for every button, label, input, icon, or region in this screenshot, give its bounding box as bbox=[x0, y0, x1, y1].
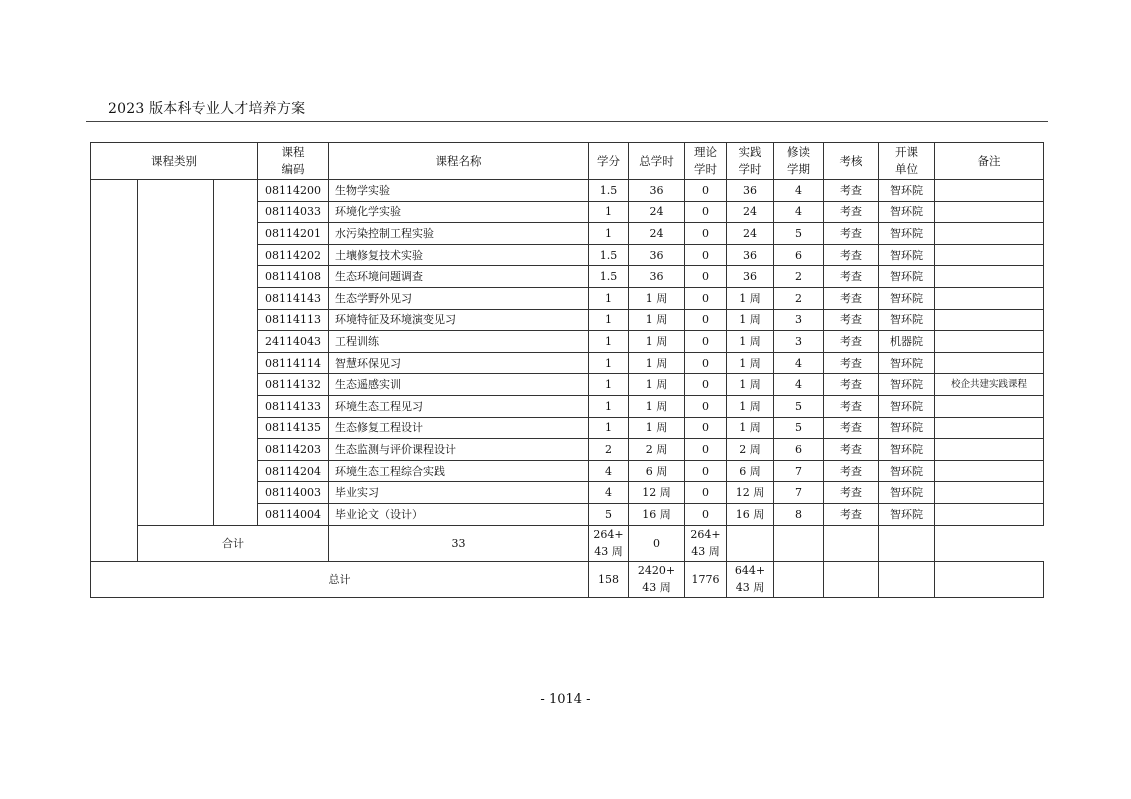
cell-name: 生态监测与评价课程设计 bbox=[329, 439, 589, 461]
cell-practice: 1 周 bbox=[727, 352, 774, 374]
cell-name: 环境特征及环境演变见习 bbox=[329, 309, 589, 331]
cell-remark bbox=[935, 439, 1044, 461]
cell-semester: 7 bbox=[774, 460, 824, 482]
cell-assessment: 考查 bbox=[824, 287, 879, 309]
subtotal-practice-hours bbox=[685, 525, 727, 561]
cell-code: 08114135 bbox=[258, 417, 329, 439]
subtotal-credit: 33 bbox=[329, 525, 589, 561]
grand-total-practice-line2: 43 周 bbox=[735, 581, 765, 594]
cell-theory: 0 bbox=[685, 417, 727, 439]
cell-name: 生物学实验 bbox=[329, 180, 589, 202]
course-table bbox=[90, 142, 1044, 598]
cell-total: 1 周 bbox=[629, 352, 685, 374]
cell-semester: 5 bbox=[774, 223, 824, 245]
cell-semester: 4 bbox=[774, 201, 824, 223]
grand-total-practice-hours bbox=[727, 561, 774, 597]
table-row bbox=[91, 180, 1044, 202]
cell-name: 毕业实习 bbox=[329, 482, 589, 504]
cell-credit: 1.5 bbox=[589, 180, 629, 202]
header-credit: 学分 bbox=[589, 143, 629, 180]
cell-name: 水污染控制工程实验 bbox=[329, 223, 589, 245]
header-semester-line2: 学期 bbox=[787, 162, 811, 176]
cell-credit: 5 bbox=[589, 503, 629, 525]
cell-practice: 36 bbox=[727, 266, 774, 288]
cell-semester: 3 bbox=[774, 309, 824, 331]
cell-semester: 5 bbox=[774, 417, 824, 439]
cell-remark bbox=[935, 223, 1044, 245]
cell-credit: 2 bbox=[589, 439, 629, 461]
cell-unit: 智环院 bbox=[879, 417, 935, 439]
cell-total: 1 周 bbox=[629, 374, 685, 396]
cell-practice: 24 bbox=[727, 201, 774, 223]
cell-total: 1 周 bbox=[629, 417, 685, 439]
cell-credit: 1 bbox=[589, 374, 629, 396]
cell-code: 08114113 bbox=[258, 309, 329, 331]
cell-unit: 智环院 bbox=[879, 374, 935, 396]
header-semester-line1: 修读 bbox=[787, 145, 811, 159]
header-category: 课程类别 bbox=[91, 143, 258, 180]
cell-total: 36 bbox=[629, 266, 685, 288]
cell-theory: 0 bbox=[685, 309, 727, 331]
grand-total-theory-hours: 1776 bbox=[685, 561, 727, 597]
cell-name: 土壤修复技术实验 bbox=[329, 244, 589, 266]
grand-total-semester bbox=[774, 561, 824, 597]
cell-remark bbox=[935, 287, 1044, 309]
cell-practice: 24 bbox=[727, 223, 774, 245]
cell-name: 生态学野外见习 bbox=[329, 287, 589, 309]
cell-unit: 智环院 bbox=[879, 482, 935, 504]
cell-unit: 机器院 bbox=[879, 331, 935, 353]
cell-theory: 0 bbox=[685, 223, 727, 245]
cell-assessment: 考查 bbox=[824, 374, 879, 396]
cell-total: 24 bbox=[629, 201, 685, 223]
cell-credit: 1 bbox=[589, 309, 629, 331]
cell-theory: 0 bbox=[685, 244, 727, 266]
cell-unit: 智环院 bbox=[879, 439, 935, 461]
cell-practice: 12 周 bbox=[727, 482, 774, 504]
header-code-line2: 编码 bbox=[281, 162, 305, 176]
header-total-hours: 总学时 bbox=[629, 143, 685, 180]
grand-total-total-hours bbox=[629, 561, 685, 597]
cell-remark bbox=[935, 395, 1044, 417]
cell-total: 12 周 bbox=[629, 482, 685, 504]
cell-code: 08114133 bbox=[258, 395, 329, 417]
cell-theory: 0 bbox=[685, 439, 727, 461]
cell-credit: 4 bbox=[589, 460, 629, 482]
cell-code: 08114143 bbox=[258, 287, 329, 309]
header-practice-line2: 学时 bbox=[738, 162, 762, 176]
category-cell-level1 bbox=[91, 180, 138, 562]
cell-name: 智慧环保见习 bbox=[329, 352, 589, 374]
header-code bbox=[258, 143, 329, 180]
cell-credit: 1.5 bbox=[589, 244, 629, 266]
cell-remark bbox=[935, 244, 1044, 266]
cell-theory: 0 bbox=[685, 503, 727, 525]
cell-theory: 0 bbox=[685, 482, 727, 504]
grand-total-row bbox=[91, 561, 1044, 597]
cell-total: 1 周 bbox=[629, 287, 685, 309]
cell-practice: 1 周 bbox=[727, 331, 774, 353]
cell-credit: 4 bbox=[589, 482, 629, 504]
cell-remark bbox=[935, 460, 1044, 482]
cell-theory: 0 bbox=[685, 395, 727, 417]
cell-remark bbox=[935, 352, 1044, 374]
cell-practice: 6 周 bbox=[727, 460, 774, 482]
header-unit-line1: 开课 bbox=[895, 145, 919, 159]
cell-practice: 1 周 bbox=[727, 309, 774, 331]
cell-assessment: 考查 bbox=[824, 352, 879, 374]
cell-name: 环境生态工程综合实践 bbox=[329, 460, 589, 482]
cell-unit: 智环院 bbox=[879, 503, 935, 525]
cell-total: 36 bbox=[629, 180, 685, 202]
table-header-row bbox=[91, 143, 1044, 180]
cell-remark bbox=[935, 482, 1044, 504]
cell-total: 36 bbox=[629, 244, 685, 266]
cell-practice: 36 bbox=[727, 180, 774, 202]
cell-theory: 0 bbox=[685, 201, 727, 223]
cell-semester: 4 bbox=[774, 352, 824, 374]
header-name: 课程名称 bbox=[329, 143, 589, 180]
cell-theory: 0 bbox=[685, 331, 727, 353]
subtotal-row bbox=[91, 525, 1044, 561]
cell-code: 08114201 bbox=[258, 223, 329, 245]
cell-name: 生态环境问题调查 bbox=[329, 266, 589, 288]
cell-unit: 智环院 bbox=[879, 244, 935, 266]
page-number: - 1014 - bbox=[540, 692, 591, 707]
cell-credit: 1 bbox=[589, 201, 629, 223]
subtotal-label: 合计 bbox=[138, 525, 329, 561]
header-theory-hours bbox=[685, 143, 727, 180]
cell-semester: 6 bbox=[774, 244, 824, 266]
cell-practice: 1 周 bbox=[727, 395, 774, 417]
cell-semester: 7 bbox=[774, 482, 824, 504]
cell-assessment: 考查 bbox=[824, 331, 879, 353]
subtotal-assessment bbox=[774, 525, 824, 561]
header-practice-hours bbox=[727, 143, 774, 180]
grand-total-total-line2: 43 周 bbox=[642, 581, 671, 594]
grand-total-total-line1: 2420+ bbox=[637, 564, 676, 577]
cell-semester: 5 bbox=[774, 395, 824, 417]
subtotal-total-line2: 43 周 bbox=[594, 545, 623, 558]
subtotal-semester bbox=[727, 525, 774, 561]
cell-assessment: 考查 bbox=[824, 417, 879, 439]
cell-semester: 2 bbox=[774, 266, 824, 288]
cell-total: 6 周 bbox=[629, 460, 685, 482]
subtotal-unit bbox=[824, 525, 879, 561]
cell-assessment: 考查 bbox=[824, 244, 879, 266]
cell-theory: 0 bbox=[685, 287, 727, 309]
cell-remark bbox=[935, 503, 1044, 525]
cell-remark bbox=[935, 266, 1044, 288]
subtotal-practice-line1: 264+ bbox=[690, 528, 721, 541]
header-theory-line2: 学时 bbox=[694, 162, 718, 176]
cell-semester: 4 bbox=[774, 374, 824, 396]
cell-assessment: 考查 bbox=[824, 180, 879, 202]
header-theory-line1: 理论 bbox=[694, 145, 718, 159]
cell-assessment: 考查 bbox=[824, 439, 879, 461]
cell-assessment: 考查 bbox=[824, 223, 879, 245]
cell-practice: 1 周 bbox=[727, 287, 774, 309]
cell-credit: 1.5 bbox=[589, 266, 629, 288]
cell-practice: 1 周 bbox=[727, 374, 774, 396]
cell-assessment: 考查 bbox=[824, 266, 879, 288]
grand-total-label: 总计 bbox=[91, 561, 589, 597]
grand-total-assessment bbox=[824, 561, 879, 597]
cell-unit: 智环院 bbox=[879, 266, 935, 288]
cell-assessment: 考查 bbox=[824, 503, 879, 525]
cell-total: 16 周 bbox=[629, 503, 685, 525]
subtotal-practice-line2: 43 周 bbox=[691, 545, 720, 558]
header-practice-line1: 实践 bbox=[738, 145, 762, 159]
cell-unit: 智环院 bbox=[879, 309, 935, 331]
cell-theory: 0 bbox=[685, 266, 727, 288]
header-code-line1: 课程 bbox=[281, 145, 305, 159]
header-rule bbox=[86, 121, 1048, 122]
page-header-title: 2023 版本科专业人才培养方案 bbox=[108, 101, 306, 117]
cell-assessment: 考查 bbox=[824, 460, 879, 482]
cell-credit: 1 bbox=[589, 417, 629, 439]
header-assessment: 考核 bbox=[824, 143, 879, 180]
cell-semester: 3 bbox=[774, 331, 824, 353]
grand-total-unit bbox=[879, 561, 935, 597]
cell-unit: 智环院 bbox=[879, 180, 935, 202]
cell-name: 毕业论文（设计） bbox=[329, 503, 589, 525]
cell-credit: 1 bbox=[589, 287, 629, 309]
cell-code: 08114132 bbox=[258, 374, 329, 396]
cell-name: 环境生态工程见习 bbox=[329, 395, 589, 417]
cell-assessment: 考查 bbox=[824, 395, 879, 417]
cell-code: 08114202 bbox=[258, 244, 329, 266]
cell-practice: 16 周 bbox=[727, 503, 774, 525]
cell-unit: 智环院 bbox=[879, 395, 935, 417]
header-unit bbox=[879, 143, 935, 180]
cell-unit: 智环院 bbox=[879, 201, 935, 223]
cell-name: 生态修复工程设计 bbox=[329, 417, 589, 439]
cell-unit: 智环院 bbox=[879, 223, 935, 245]
cell-remark bbox=[935, 201, 1044, 223]
cell-theory: 0 bbox=[685, 352, 727, 374]
cell-code: 08114203 bbox=[258, 439, 329, 461]
header-unit-line2: 单位 bbox=[895, 162, 919, 176]
subtotal-total-hours bbox=[589, 525, 629, 561]
cell-code: 08114004 bbox=[258, 503, 329, 525]
cell-credit: 1 bbox=[589, 223, 629, 245]
grand-total-credit: 158 bbox=[589, 561, 629, 597]
subtotal-theory-hours: 0 bbox=[629, 525, 685, 561]
cell-total: 1 周 bbox=[629, 309, 685, 331]
cell-semester: 8 bbox=[774, 503, 824, 525]
cell-code: 08114108 bbox=[258, 266, 329, 288]
cell-remark: 校企共建实践课程 bbox=[935, 374, 1044, 396]
cell-code: 24114043 bbox=[258, 331, 329, 353]
cell-name: 生态遥感实训 bbox=[329, 374, 589, 396]
header-remark: 备注 bbox=[935, 143, 1044, 180]
cell-credit: 1 bbox=[589, 331, 629, 353]
cell-practice: 36 bbox=[727, 244, 774, 266]
cell-name: 环境化学实验 bbox=[329, 201, 589, 223]
cell-code: 08114033 bbox=[258, 201, 329, 223]
cell-remark bbox=[935, 309, 1044, 331]
cell-unit: 智环院 bbox=[879, 352, 935, 374]
cell-theory: 0 bbox=[685, 374, 727, 396]
cell-credit: 1 bbox=[589, 352, 629, 374]
cell-unit: 智环院 bbox=[879, 287, 935, 309]
cell-assessment: 考查 bbox=[824, 309, 879, 331]
cell-total: 1 周 bbox=[629, 395, 685, 417]
cell-unit: 智环院 bbox=[879, 460, 935, 482]
cell-semester: 2 bbox=[774, 287, 824, 309]
cell-semester: 6 bbox=[774, 439, 824, 461]
cell-semester: 4 bbox=[774, 180, 824, 202]
cell-code: 08114200 bbox=[258, 180, 329, 202]
cell-assessment: 考查 bbox=[824, 482, 879, 504]
subtotal-total-line1: 264+ bbox=[593, 528, 624, 541]
category-cell-level2 bbox=[138, 180, 214, 526]
course-rows bbox=[91, 180, 1044, 598]
cell-practice: 2 周 bbox=[727, 439, 774, 461]
cell-code: 08114204 bbox=[258, 460, 329, 482]
cell-remark bbox=[935, 331, 1044, 353]
cell-assessment: 考查 bbox=[824, 201, 879, 223]
cell-code: 08114114 bbox=[258, 352, 329, 374]
subtotal-remark bbox=[879, 525, 935, 561]
cell-theory: 0 bbox=[685, 180, 727, 202]
cell-credit: 1 bbox=[589, 395, 629, 417]
grand-total-remark bbox=[935, 561, 1044, 597]
grand-total-practice-line1: 644+ bbox=[734, 564, 766, 577]
cell-total: 2 周 bbox=[629, 439, 685, 461]
header-semester bbox=[774, 143, 824, 180]
cell-theory: 0 bbox=[685, 460, 727, 482]
cell-name: 工程训练 bbox=[329, 331, 589, 353]
cell-code: 08114003 bbox=[258, 482, 329, 504]
cell-remark bbox=[935, 417, 1044, 439]
category-cell-level3 bbox=[214, 180, 258, 526]
cell-remark bbox=[935, 180, 1044, 202]
cell-total: 1 周 bbox=[629, 331, 685, 353]
cell-total: 24 bbox=[629, 223, 685, 245]
cell-practice: 1 周 bbox=[727, 417, 774, 439]
